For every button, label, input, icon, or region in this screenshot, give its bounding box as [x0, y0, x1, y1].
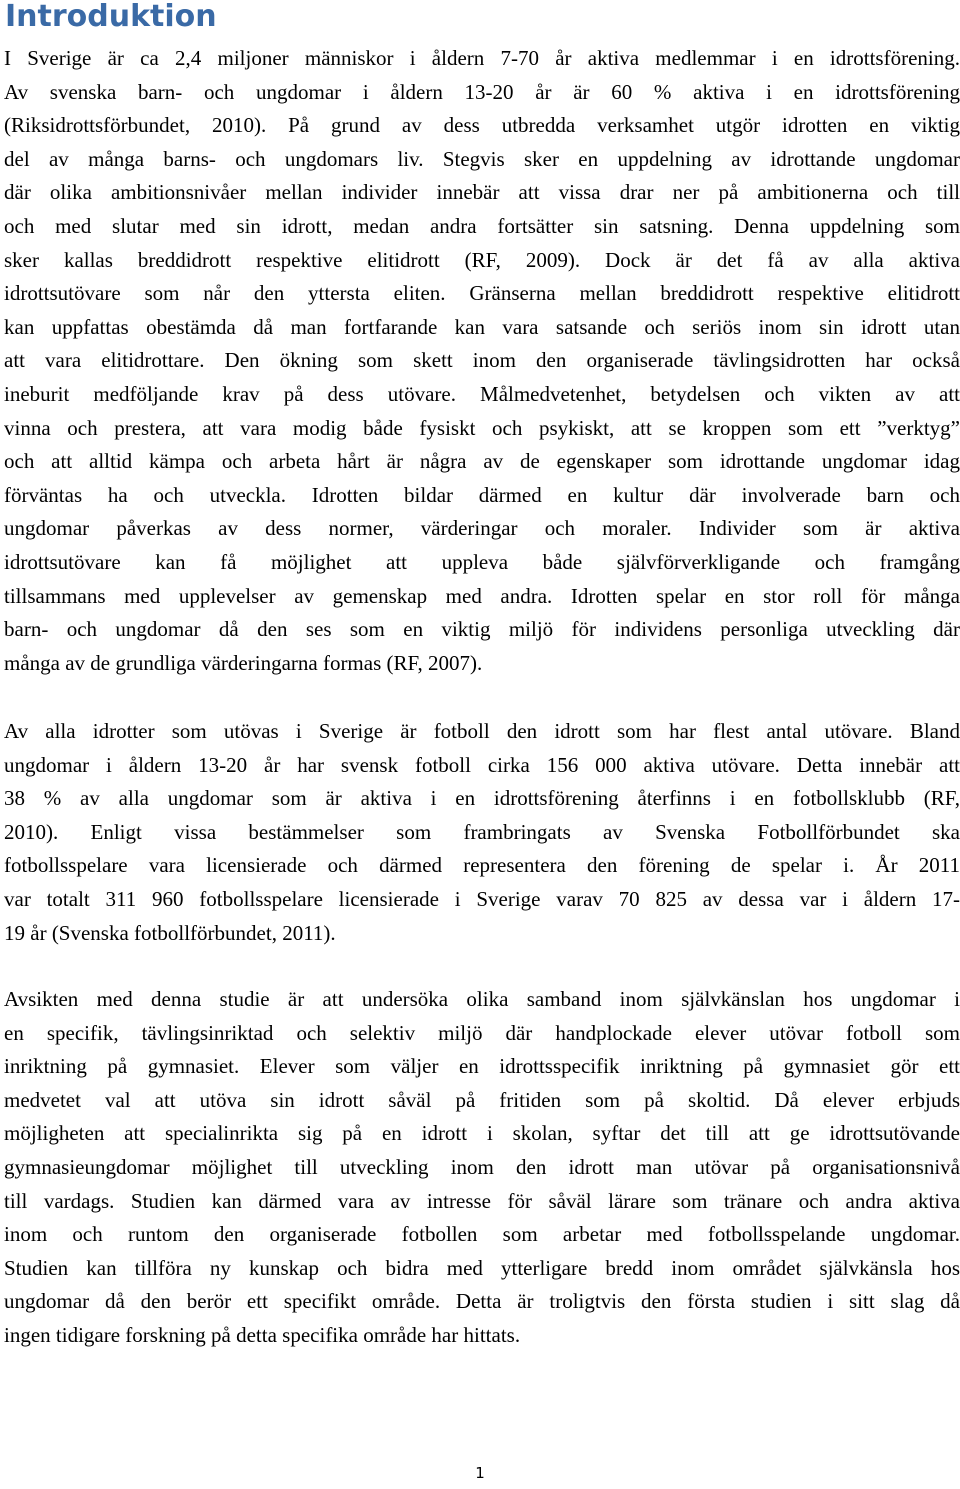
text-line: (Riksidrottsförbundet, 2010). På grund av dess utbredda verksamhet utgör idrotten en viktig — [4, 113, 960, 138]
page-number: 1 — [475, 1464, 485, 1482]
text-line: tillsammans med upplevelser av gemenskap med andra. Idrotten spelar en stor roll för många — [4, 583, 960, 608]
text-line: många av de grundliga värderingarna formas (RF, 2007). — [4, 650, 483, 675]
text-line: och att alltid kämpa och arbeta hårt är några av de egenskaper som idrottande ungdomar idag — [4, 449, 960, 474]
text-line: 2010). Enligt vissa bestämmelser som frambringats av Svenska Fotbollförbundet ska — [4, 819, 960, 844]
text-line: att vara elitidrottare. Den ökning som skett inom den organiserade tävlingsidrotten har också — [4, 348, 960, 373]
text-line: 38 % av alla ungdomar som är aktiva i en idrottsförening återfinns i en fotbollsklubb (RF, — [4, 786, 960, 811]
section-heading: Introduktion — [5, 0, 217, 34]
text-line: inriktning på gymnasiet. Elever som väljer en idrottsspecifik inriktning på gymnasiet gör ett — [4, 1054, 960, 1079]
text-line: barn- och ungdomar då den ses som en viktig miljö för individens personliga utveckling där — [4, 617, 960, 642]
text-line: medvetet val att utöva sin idrott såväl på fritiden som på skoltid. Då elever erbjuds — [4, 1087, 960, 1112]
text-line: Studien kan tillföra ny kunskap och bidra med ytterligare bredd inom området självkänsla hos — [4, 1255, 960, 1280]
paragraph-football — [4, 715, 960, 950]
text-line: Av svenska barn- och ungdomar i åldern 13-20 år är 60 % aktiva i en idrottsförening — [4, 79, 960, 104]
text-line: möjligheten att specialinrikta sig på en idrott i skolan, syftar det till att ge idrottsutövande — [4, 1121, 960, 1146]
text-line: idrottsutövare kan få möjlighet att uppleva både självförverkligande och framgång — [4, 549, 960, 574]
text-line: 19 år (Svenska fotbollförbundet, 2011). — [4, 920, 336, 945]
text-line: Av alla idrotter som utövas i Sverige är fotboll den idrott som har flest antal utövare. Bland — [4, 719, 960, 743]
text-line: ingen tidigare forskning på detta specifika område har hittats. — [4, 1322, 521, 1347]
text-line: inom och runtom den organiserade fotbollen som arbetar med fotbollsspelande ungdomar. — [4, 1222, 960, 1247]
paragraph-purpose — [4, 983, 960, 1353]
text-line: Avsikten med denna studie är att undersöka olika samband inom självkänslan hos ungdomar i — [4, 987, 960, 1011]
text-line: gymnasieungdomar möjlighet till utveckling inom den idrott man utövar på organisationsnivå — [4, 1154, 960, 1179]
text-line: idrottsutövare som når den yttersta eliten. Gränserna mellan breddidrott respektive elitidrott — [4, 281, 960, 306]
text-line: fotbollsspelare vara licensierade och därmed representera den förening de spelar i. År 2011 — [4, 853, 960, 878]
text-line: ungdomar i åldern 13-20 år har svensk fotboll cirka 156 000 aktiva utövare. Detta innebär att — [4, 752, 960, 777]
text-line: vinna och prestera, att vara modig både fysiskt och psykiskt, att se kroppen som ett ”verktyg” — [4, 415, 960, 440]
paragraph-intro — [4, 42, 960, 680]
text-line: och med slutar med sin idrott, medan andra fortsätter sin satsning. Denna uppdelning som — [4, 213, 960, 238]
text-line: del av många barns- och ungdomars liv. Stegvis sker en uppdelning av idrottande ungdomar — [4, 146, 960, 171]
text-line: ungdomar påverkas av dess normer, värderingar och moraler. Individer som är aktiva — [4, 516, 960, 541]
text-line: kan uppfattas obestämda då man fortfarande kan vara satsande och seriös inom sin idrott utan — [4, 314, 960, 339]
text-line: förväntas ha och utveckla. Idrotten bildar därmed en kultur där involverade barn och — [4, 482, 960, 507]
text-line: där olika ambitionsnivåer mellan individer innebär att vissa drar ner på ambitionerna och till — [4, 180, 960, 205]
text-line: en specifik, tävlingsinriktad och selektiv miljö där handplockade elever utövar fotboll som — [4, 1020, 960, 1045]
text-line: till vardags. Studien kan därmed vara av intresse för såväl lärare som tränare och andra aktiva — [4, 1188, 960, 1213]
text-line: ineburit medföljande krav på dess utövare. Målmedvetenhet, betydelsen och vikten av att — [4, 381, 960, 406]
text-line: I Sverige är ca 2,4 miljoner människor i åldern 7-70 år aktiva medlemmar i en idrottsförening. — [4, 46, 960, 70]
text-line: var totalt 311 960 fotbollsspelare licensierade i Sverige varav 70 825 av dessa var i åldern 17- — [4, 886, 960, 911]
text-line: sker kallas breddidrott respektive elitidrott (RF, 2009). Dock är det få av alla aktiva — [4, 247, 960, 272]
text-line: ungdomar då den berör ett specifikt område. Detta är troligtvis den första studien i sitt slag då — [4, 1289, 960, 1314]
